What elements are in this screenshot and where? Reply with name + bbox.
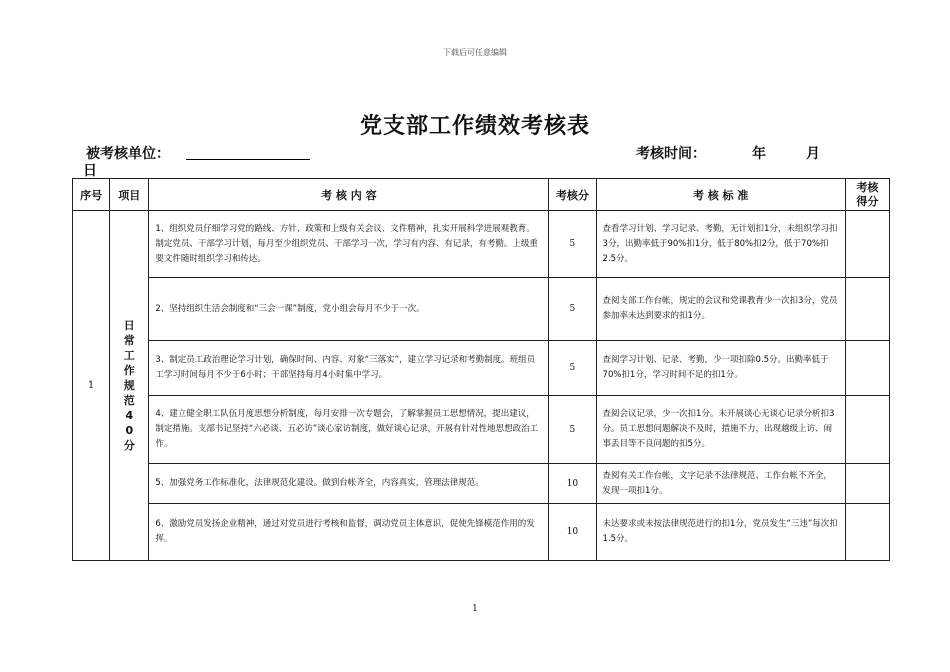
header-got: 考核得分 xyxy=(845,179,889,211)
table-row xyxy=(73,396,890,464)
score-cell: 5 xyxy=(549,341,596,396)
content-cell: 5、加强党务工作标准化，法律规范化建设。做到台帐齐全，内容真实，管理法律规范。 xyxy=(149,464,549,504)
table-header-row xyxy=(73,179,890,211)
content-cell: 1、组织党员仔细学习党的路线、方针、政策和上级有关会议、文件精神，扎实开展科学进展观教育。制定党员、干部学习计划，每月至少组织党员、干部学习一次，学习有内容、有记录，有考勤。上级重要文件随时组织学习和传达。 xyxy=(149,211,549,278)
unit-label: 被考核单位： xyxy=(86,146,170,162)
score-cell: 10 xyxy=(549,504,596,561)
score-cell: 10 xyxy=(549,464,596,504)
unit-underline[interactable] xyxy=(186,159,310,160)
item-label: 日常工作规范40分 xyxy=(123,319,135,452)
score-cell: 5 xyxy=(549,278,596,341)
meta-row xyxy=(86,143,866,163)
score-cell: 5 xyxy=(549,396,596,464)
got-cell[interactable] xyxy=(845,278,889,341)
got-cell[interactable] xyxy=(845,341,889,396)
got-cell[interactable] xyxy=(845,504,889,561)
standard-cell: 查阅学习计划、记录、考勤，少一项扣除0.5分。出勤率低于70%扣1分，学习时间不足的扣1分。 xyxy=(596,341,845,396)
table-row xyxy=(73,278,890,341)
header-score: 考核分 xyxy=(549,179,596,211)
header-content: 考 核 内 容 xyxy=(149,179,549,211)
got-cell[interactable] xyxy=(845,396,889,464)
got-cell[interactable] xyxy=(845,211,889,278)
content-cell: 4、建立健全职工队伍月度思想分析制度，每月安排一次专题会，了解掌握员工思想情况，提出建议，制定措施。支部书记坚持“六必谈、五必访”谈心家访制度，做好谈心记录，开展有针对性地思想政治工作。 xyxy=(149,396,549,464)
content-cell: 3、制定员工政治理论学习计划，确保时间、内容、对象“三落实”，建立学习记录和考勤制度。班组员工学习时间每月不少于6小时；干部坚持每月4小时集中学习。 xyxy=(149,341,549,396)
year-label: 年 xyxy=(752,146,766,162)
score-cell: 5 xyxy=(549,211,596,278)
header-note: 下载后可任意编辑 xyxy=(443,48,507,57)
assessment-table xyxy=(72,178,890,561)
header-item: 项目 xyxy=(110,179,149,211)
standard-cell: 查阅会议记录，少一次扣1分。未开展谈心无谈心记录分析扣3分。员工思想问题解决不及时，措施不力，出现越级上访、闹事丢目等不良问题的扣5分。 xyxy=(596,396,845,464)
header-seq: 序号 xyxy=(73,179,110,211)
standard-cell: 未达要求或未按法律规范进行的扣1分，党员发生“三违”每次扣1.5分。 xyxy=(596,504,845,561)
time-label: 考核时间： xyxy=(636,146,706,162)
table-row xyxy=(73,464,890,504)
day-label: 日 xyxy=(83,163,97,179)
header-standard: 考 核 标 准 xyxy=(596,179,845,211)
standard-cell: 查阅有关工作台帐，文字记录不法律规范、工作台帐不齐全，发现一项扣1分。 xyxy=(596,464,845,504)
table-row xyxy=(73,341,890,396)
table-row xyxy=(73,504,890,561)
content-cell: 6、激励党员发扬企业精神，通过对党员进行考核和监督，调动党员主体意识，促使先锋模范作用的发挥。 xyxy=(149,504,549,561)
page-title: 党支部工作绩效考核表 xyxy=(359,114,590,139)
page-number: 1 xyxy=(472,604,478,614)
month-label: 月 xyxy=(806,146,820,162)
standard-cell: 查看学习计划、学习记录、考勤，无计划扣1分，未组织学习扣3分，出勤率低于90%扣1分，低于80%扣2分，低于70%扣2.5分。 xyxy=(596,211,845,278)
item-cell xyxy=(110,211,149,561)
table-row xyxy=(73,211,890,278)
seq-cell: 1 xyxy=(73,211,110,561)
got-cell[interactable] xyxy=(845,464,889,504)
standard-cell: 查阅支部工作台帐，规定的会议和党课教育少一次扣3分，党员参加率未达到要求的扣1分。 xyxy=(596,278,845,341)
content-cell: 2、坚持组织生活会制度和“三会一课”制度，党小组会每月不少于一次。 xyxy=(149,278,549,341)
